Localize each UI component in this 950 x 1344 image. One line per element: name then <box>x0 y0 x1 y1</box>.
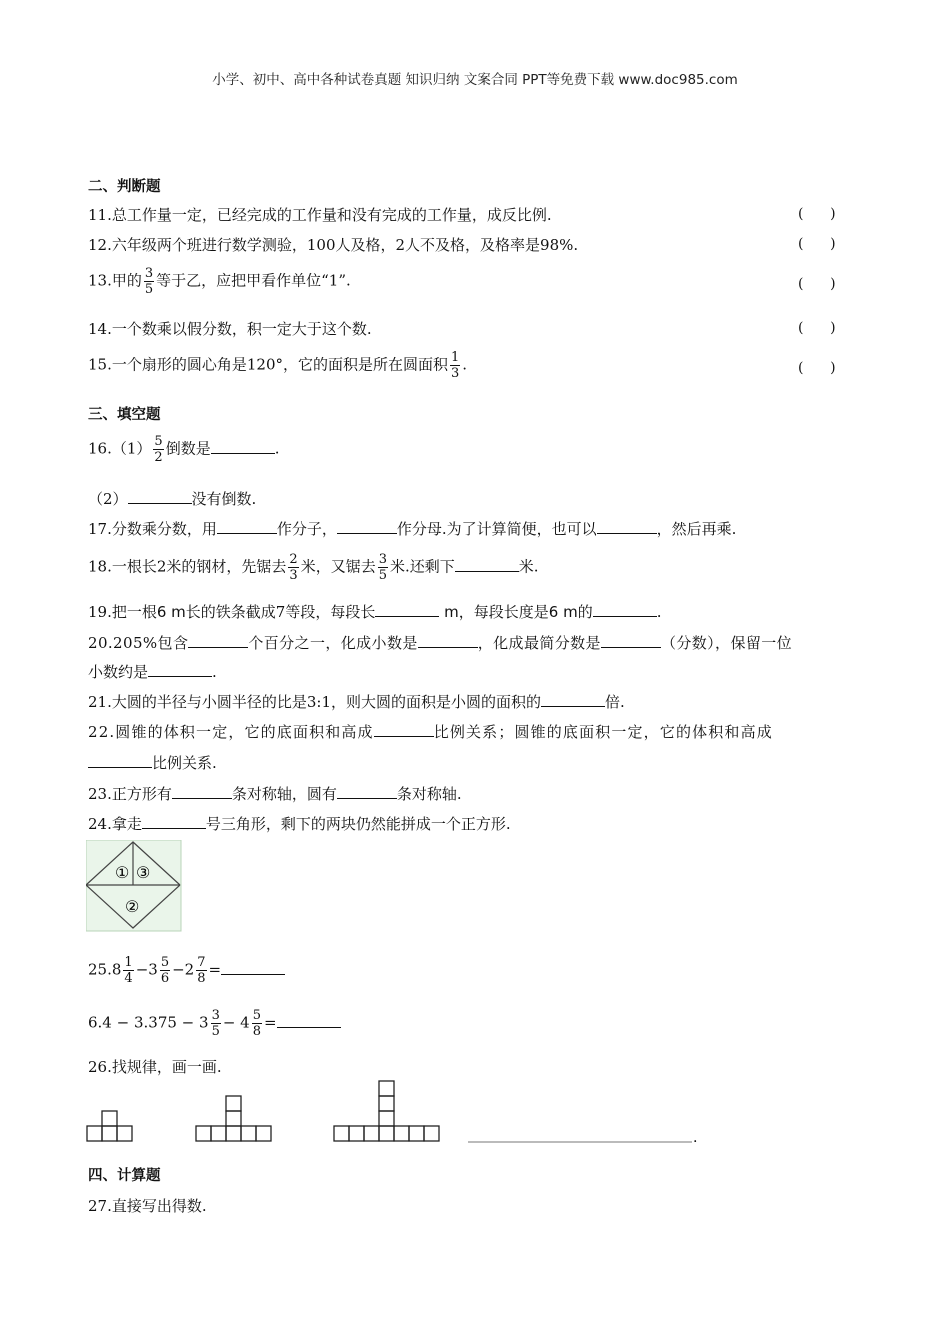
e25-op2: −2 <box>172 960 195 979</box>
q19-text-c: 长的铁条截成7等段，每段长 <box>185 603 376 621</box>
question-18 <box>88 552 539 583</box>
frac-den: 2 <box>154 450 163 465</box>
q18-text-c: 米.还剩下 <box>389 557 455 576</box>
frac-den: 5 <box>144 282 154 297</box>
q26-end: . <box>693 1130 698 1144</box>
q15-text-a: 15.一个扇形的圆心角是120°，它的面积是所在圆面积 <box>88 355 448 374</box>
question-14: 14.一个数乘以假分数，积一定大于这个数. <box>88 320 372 338</box>
answer-blank[interactable] <box>601 633 661 648</box>
answer-blank[interactable] <box>128 489 192 504</box>
section-heading-calc: 四、计算题 <box>88 1168 161 1184</box>
q18-text-b: 米，又锯去 <box>300 557 376 576</box>
answer-paren-11[interactable]: ( ) <box>798 206 836 222</box>
question-15 <box>88 350 467 381</box>
q17-text-c: 作分母.为了计算简便，也可以 <box>396 520 597 538</box>
question-21 <box>88 691 625 713</box>
section-heading-judgment: 二、判断题 <box>88 179 161 195</box>
fraction-7-8 <box>196 955 206 986</box>
site-header: 小学、初中、高中各种试卷真题 知识归纳 文案合同 PPT等免费下载 www.doc985.com <box>212 72 738 88</box>
q21-text-b: 倍. <box>605 693 625 711</box>
e25b-op: − 4 <box>222 1013 250 1032</box>
q20-text-a: 20.205%包含 <box>88 634 189 652</box>
q19-text-e: ，每段长度是 <box>458 603 549 621</box>
answer-blank[interactable] <box>455 557 519 572</box>
q23-text-a: 23.正方形有 <box>88 785 172 803</box>
e25-whole-8: 8 <box>111 960 122 979</box>
answer-paren-14[interactable]: ( ) <box>798 320 836 336</box>
answer-blank[interactable] <box>374 722 434 737</box>
answer-paren-12[interactable]: ( ) <box>798 236 836 252</box>
question-20 <box>88 632 792 654</box>
question-11: 11.总工作量一定，已经完成的工作量和没有完成的工作量，成反比例. <box>88 206 552 224</box>
fraction-5-2 <box>153 434 163 465</box>
q17-text-a: 17.分数乘分数，用 <box>88 520 217 538</box>
question-16-1 <box>88 434 279 465</box>
triangle-label-1: ① <box>115 863 130 882</box>
fraction-5-6 <box>160 955 170 986</box>
q15-text-b: . <box>462 355 468 374</box>
answer-paren-13[interactable]: ( ) <box>798 276 836 292</box>
square-pattern-figure <box>86 1080 706 1144</box>
answer-blank[interactable] <box>211 439 275 454</box>
triangle-label-3: ③ <box>136 863 151 882</box>
q20-text-d: （分数），保留一位 <box>660 634 793 652</box>
q19-unit-m: m <box>444 603 459 621</box>
fraction-3-5 <box>144 266 154 297</box>
q18-text-d: 米. <box>518 557 539 576</box>
answer-blank[interactable] <box>188 633 248 648</box>
q13-text-a: 13.甲的 <box>88 271 142 290</box>
q22-text-a: 22.圆锥的体积一定，它的底面积和高成 <box>88 723 374 741</box>
q19-unit-1: 6 m <box>156 603 186 621</box>
q21-text-a: 21.大圆的半径与小圆半径的比是3:1，则大圆的面积是小圆的面积的 <box>88 693 541 711</box>
q23-text-b: 条对称轴，圆有 <box>231 785 337 803</box>
question-22 <box>88 721 773 743</box>
q18-text-a: 18.一根长2米的钢材，先锯去 <box>88 557 287 576</box>
q16-label: 16.（1） <box>88 439 152 458</box>
question-27: 27.直接写出得数. <box>88 1197 207 1215</box>
question-12: 12.六年级两个班进行数学测验，100人及格，2人不及格，及格率是98%. <box>88 236 579 254</box>
q19-text-g: 的 <box>577 603 593 621</box>
answer-blank[interactable] <box>337 784 397 799</box>
q20-text-c: ，化成最简分数是 <box>477 634 601 652</box>
q16-2-label: （2） <box>88 490 128 508</box>
question-25-b <box>88 1008 341 1039</box>
frac-num: 5 <box>154 434 163 449</box>
triangle-label-2: ② <box>125 897 140 916</box>
frac-num: 5 <box>160 955 170 970</box>
q19-unit-2: 6 m <box>548 603 578 621</box>
question-22-cont <box>88 752 217 774</box>
e25b-left: 6.4 − 3.375 − 3 <box>88 1013 209 1032</box>
answer-blank[interactable] <box>597 519 657 534</box>
fraction-3-5 <box>211 1008 221 1039</box>
pattern-3 <box>334 1081 439 1141</box>
frac-den: 4 <box>124 971 133 986</box>
question-26: 26.找规律，画一画. <box>88 1058 222 1076</box>
answer-blank[interactable] <box>217 519 277 534</box>
question-16-2 <box>88 488 256 510</box>
q25-label: 25. <box>88 960 112 979</box>
fraction-1-4 <box>123 955 133 986</box>
answer-blank[interactable] <box>142 814 206 829</box>
q22-text-c: 比例关系. <box>152 754 217 772</box>
q16-2-text: 没有倒数. <box>191 490 257 508</box>
frac-num: 3 <box>144 266 154 281</box>
answer-blank[interactable] <box>418 633 478 648</box>
e25-eq: = <box>208 960 222 979</box>
question-23 <box>88 783 462 805</box>
section-heading-fill: 三、填空题 <box>88 407 161 423</box>
question-13 <box>88 266 351 297</box>
answer-blank[interactable] <box>221 960 285 975</box>
answer-blank[interactable] <box>541 692 605 707</box>
pattern-1 <box>87 1111 132 1141</box>
frac-num: 5 <box>252 1008 262 1023</box>
q20-text-b: 个百分之一，化成小数是 <box>248 634 418 652</box>
frac-den: 5 <box>211 1024 220 1039</box>
answer-paren-15[interactable]: ( ) <box>798 360 836 376</box>
question-20-cont <box>88 661 217 683</box>
answer-blank[interactable] <box>172 784 232 799</box>
frac-num: 2 <box>289 552 298 567</box>
triangle-puzzle-figure <box>86 840 182 932</box>
answer-blank[interactable] <box>277 1013 341 1028</box>
answer-blank[interactable] <box>148 662 212 677</box>
q17-text-d: ，然后再乘. <box>656 520 737 538</box>
frac-num: 7 <box>197 955 206 970</box>
e25b-eq: = <box>264 1013 277 1032</box>
q24-text-a: 24.拿走 <box>88 815 142 833</box>
frac-den: 6 <box>160 971 170 986</box>
frac-den: 3 <box>451 366 460 381</box>
q20-text-e: 小数约是 <box>88 663 149 681</box>
answer-blank[interactable] <box>375 602 439 617</box>
answer-blank[interactable] <box>88 753 152 768</box>
frac-num: 3 <box>378 552 387 567</box>
e25-op1: −3 <box>135 960 158 979</box>
q22-text-b: 比例关系；圆锥的底面积一定，它的体积和高成 <box>433 723 773 741</box>
pattern-2 <box>196 1096 271 1141</box>
question-25 <box>88 955 285 986</box>
frac-den: 3 <box>289 568 298 583</box>
q13-text-b: 等于乙，应把甲看作单位“1”. <box>156 271 351 290</box>
fraction-2-3 <box>288 552 298 583</box>
q24-text-b: 号三角形，剩下的两块仍然能拼成一个正方形. <box>205 815 511 833</box>
answer-blank[interactable] <box>593 602 657 617</box>
question-17 <box>88 518 736 540</box>
fraction-3-5 <box>378 552 388 583</box>
q19-end: . <box>656 603 662 621</box>
frac-num: 3 <box>211 1008 220 1023</box>
q16-text: 倒数是 <box>165 439 211 458</box>
question-19 <box>88 601 662 623</box>
frac-num: 1 <box>451 350 460 365</box>
frac-den: 8 <box>252 1024 262 1039</box>
frac-den: 8 <box>197 971 206 986</box>
answer-blank[interactable] <box>337 519 397 534</box>
frac-num: 1 <box>124 955 133 970</box>
q19-text-a: 19.把一根 <box>88 603 157 621</box>
q20-end: . <box>212 663 217 681</box>
frac-den: 5 <box>378 568 387 583</box>
fraction-5-8 <box>252 1008 262 1039</box>
q16-end: . <box>274 439 280 458</box>
q23-text-c: 条对称轴. <box>396 785 462 803</box>
question-24 <box>88 813 511 835</box>
q17-text-b: 作分子， <box>276 520 337 538</box>
fraction-1-3 <box>450 350 460 381</box>
